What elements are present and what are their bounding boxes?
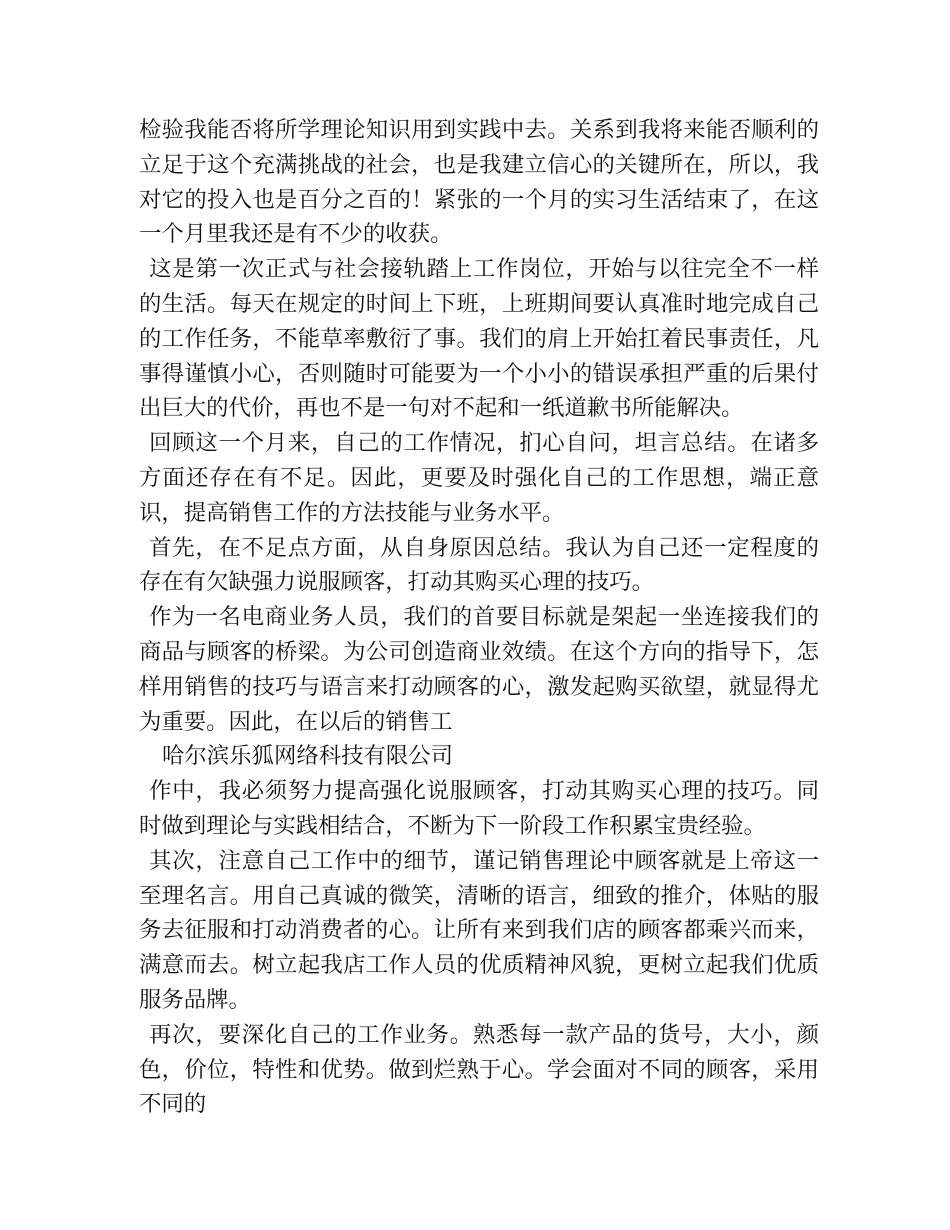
- paragraph-5: 作为一名电商业务人员，我们的首要目标就是架起一坐连接我们的商品与顾客的桥梁。为公司创造商业效绩。在这个方向的指导下，怎样用销售的技巧与语言来打动顾客的心，激发起购买欲望，就显得尤为重要。因此，在以后的销售工: [139, 604, 819, 735]
- paragraph-4: 首先，在不足点方面，从自身原因总结。我认为自己还一定程度的存在有欠缺强力说服顾客，打动其购买心理的技巧。: [139, 534, 819, 596]
- paragraph-8: 再次，要深化自己的工作业务。熟悉每一款产品的货号，大小，颜色，价位，特性和优势。做到烂熟于心。学会面对不同的顾客，采用不同的: [139, 1021, 819, 1118]
- paragraph-2: 这是第一次正式与社会接轨踏上工作岗位，开始与以往完全不一样的生活。每天在规定的时间上下班，上班期间要认真准时地完成自己的工作任务，不能草率敷衍了事。我们的肩上开始扛着民事责任，凡事得谨慎小心，否则随时可能要为一个小小的错误承担严重的后果付出巨大的代价，再也不是一句对不起和一纸道歉书所能解决。: [139, 256, 819, 422]
- paragraph-1: 检验我能否将所学理论知识用到实践中去。关系到我将来能否顺利的立足于这个充满挑战的社会，也是我建立信心的关键所在，所以，我对它的投入也是百分之百的！紧张的一个月的实习生活结束了，在这一个月里我还是有不少的收获。: [139, 117, 819, 248]
- document-body: [139, 113, 819, 1122]
- paragraph-3: 回顾这一个月来，自己的工作情况，扪心自问，坦言总结。在诸多方面还存在有不足。因此，更要及时强化自己的工作思想，端正意识，提高销售工作的方法技能与业务水平。: [139, 430, 819, 526]
- paragraph-6: 作中，我必须努力提高强化说服顾客，打动其购买心理的技巧。同时做到理论与实践相结合，不断为下一阶段工作积累宝贵经验。: [139, 778, 819, 839]
- paragraph-7: 其次，注意自己工作中的细节，谨记销售理论中顾客就是上帝这一至理名言。用自己真诚的微笑，清晰的语言，细致的推介，体贴的服务去征服和打动消费者的心。让所有来到我们店的顾客都乘兴而来，满意而去。树立起我店工作人员的优质精神风貌，更树立起我们优质服务品牌。: [139, 847, 819, 1013]
- company-name-line: 哈尔滨乐狐网络科技有限公司: [162, 743, 454, 770]
